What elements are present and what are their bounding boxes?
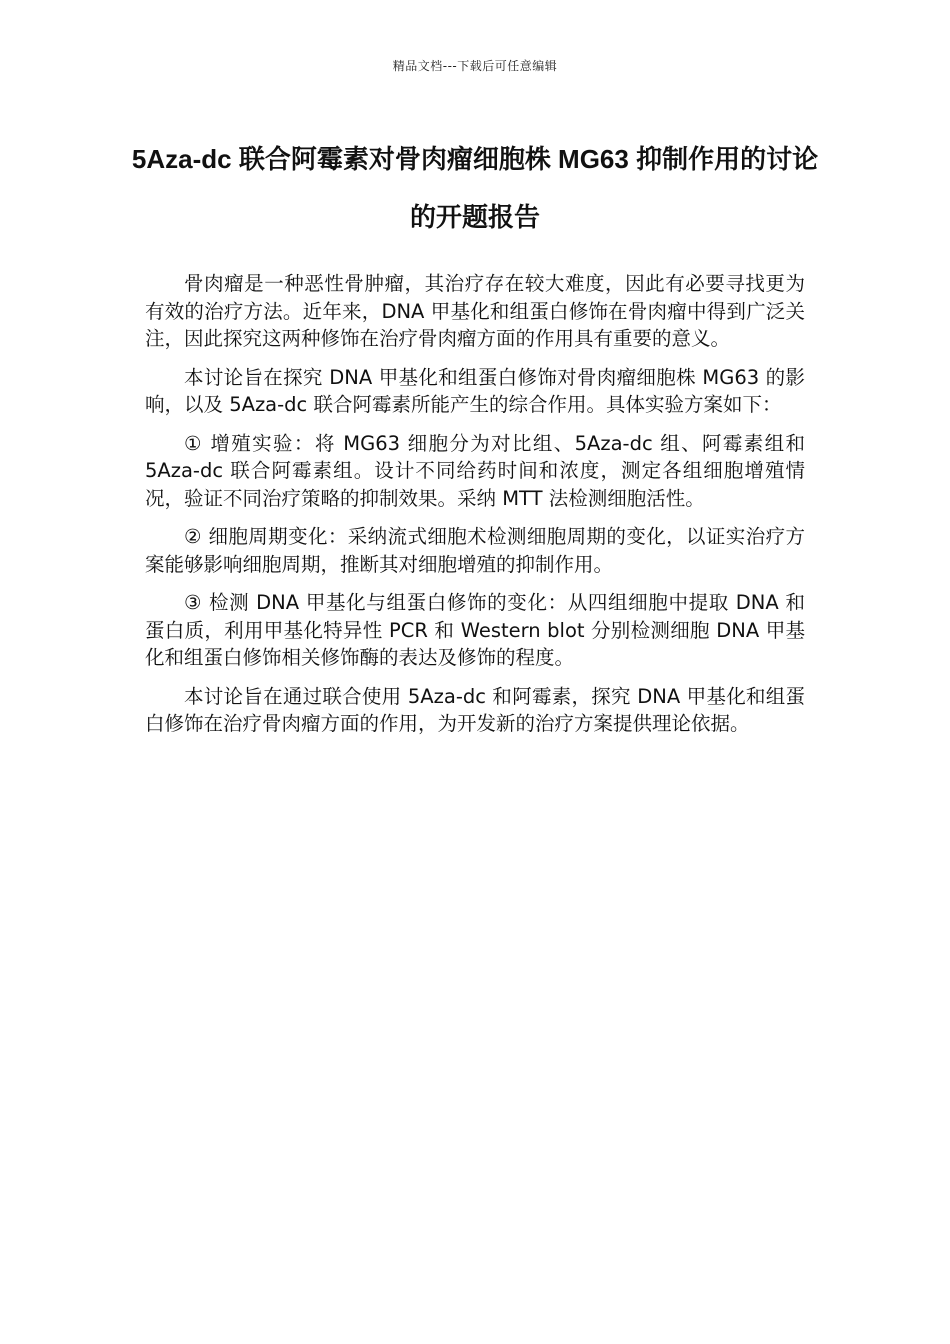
paragraph-step-3: ③ 检测 DNA 甲基化与组蛋白修饰的变化：从四组细胞中提取 DNA 和蛋白质，利用甲基化特异性 PCR 和 Western blot 分别检测细胞 DNA 甲基化和组蛋白修饰相关修饰酶的表达及修饰的程度。 bbox=[145, 591, 805, 669]
paragraph-objective: 本讨论旨在探究 DNA 甲基化和组蛋白修饰对骨肉瘤细胞株 MG63 的影响，以及 5Aza-dc 联合阿霉素所能产生的综合作用。具体实验方案如下： bbox=[145, 365, 805, 416]
paragraph-conclusion: 本讨论旨在通过联合使用 5Aza-dc 和阿霉素，探究 DNA 甲基化和组蛋白修饰在治疗骨肉瘤方面的作用，为开发新的治疗方案提供理论依据。 bbox=[145, 684, 805, 735]
page-header: 精品文档---下载后可任意编辑 bbox=[392, 59, 558, 73]
paragraph-step-2: ② 细胞周期变化：采纳流式细胞术检测细胞周期的变化，以证实治疗方案能够影响细胞周期，推断其对细胞增殖的抑制作用。 bbox=[145, 525, 805, 576]
paragraph-step-1: ① 增殖实验：将 MG63 细胞分为对比组、5Aza-dc 组、阿霉素组和 5Aza-dc 联合阿霉素组。设计不同给药时间和浓度，测定各组细胞增殖情况，验证不同治疗策略的抑制效果。采纳 MTT 法检测细胞活性。 bbox=[145, 431, 805, 510]
document-title: 5Aza-dc 联合阿霉素对骨肉瘤细胞株 MG63 抑制作用的讨论的开题报告 bbox=[131, 144, 819, 232]
document-body bbox=[145, 270, 805, 749]
paragraph-intro: 骨肉瘤是一种恶性骨肿瘤，其治疗存在较大难度，因此有必要寻找更为有效的治疗方法。近年来，DNA 甲基化和组蛋白修饰在骨肉瘤中得到广泛关注，因此探究这两种修饰在治疗骨肉瘤方面的作用具有重要的意义。 bbox=[145, 272, 805, 350]
